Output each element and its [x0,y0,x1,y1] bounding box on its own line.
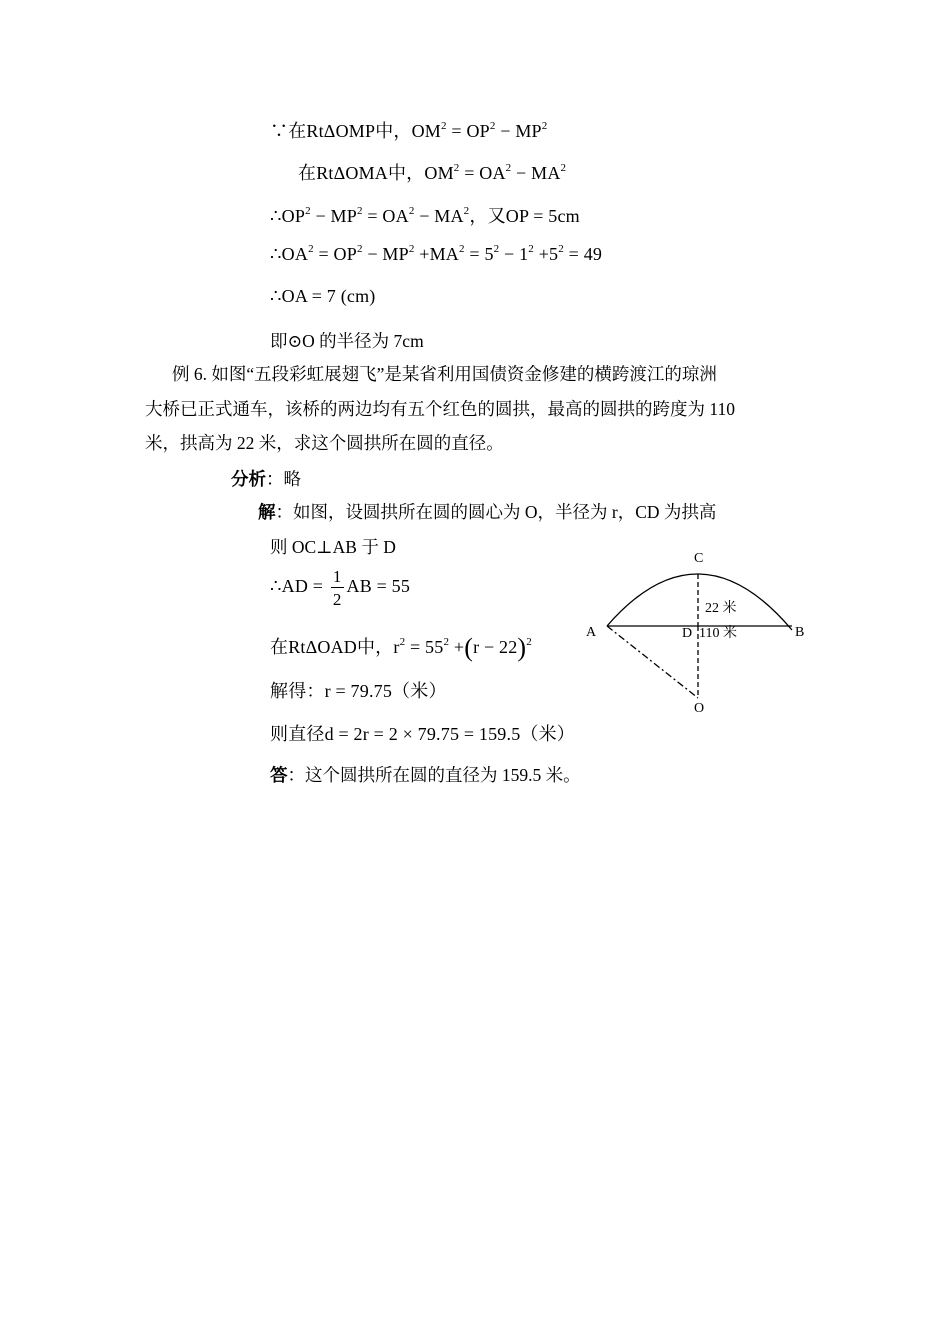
proof-conclusion: 即⊙O 的半径为 7cm [270,331,424,351]
fraction-one-half: $\frac{1}{2}$ [332,567,342,609]
solution-label: 解 [258,502,276,522]
example-line-1: 例 6. 如图“五段彩虹展翅飞”是某省利用国债资金修建的横跨渡江的琼洲 [172,364,717,384]
solution-line-1: 解：如图，设圆拱所在圆的圆心为 O，半径为 r，CD 为拱高 [258,502,717,522]
label-d: D [682,626,693,641]
analysis-line: 分析：略 [231,469,301,489]
solution-eq-ad: ∴AD = $\frac{1}{2}$ AB = 55 [270,567,411,609]
label-o: O [694,701,705,712]
analysis-label: 分析 [231,469,266,489]
proof-line-5: ∴OA = 7 (cm) [270,286,376,306]
proof-line-1: ∵在RtΔOMP中，$OM^2 = OP^2 - MP^2$ [270,120,548,141]
example-line-2: 大桥已正式通车，该桥的两边均有五个红色的圆拱，最高的圆拱的跨度为 110 [145,399,735,419]
arch-arc [607,574,792,630]
solution-eq-diameter: 则直径d = 2r = 2 × 79.75 = 159.5（米） [270,724,575,744]
proof-line-2: 在RtΔOMA中，$OM^2 = OA^2 - MA^2$ [298,162,567,183]
answer-line: 答：这个圆拱所在圆的直径为 159.5 米。 [270,765,581,785]
proof-line-4: $\therefore OA^2 = OP^2 - MP^2 +MA^2 = 5^2 - 1^2 +5^2 = 49$ [270,243,603,264]
label-a: A [586,625,597,640]
example-line-3: 米，拱高为 22 米，求这个圆拱所在圆的直径。 [145,433,504,453]
answer-label: 答 [270,765,288,785]
label-span: 110 米 [699,626,737,641]
solution-eq-pythagoras: 在RtΔOAD中，$r^2 = 55^2 +(r - 22)^2$ [270,633,532,662]
proof-line-3: $\therefore OP^2 - MP^2 = OA^2 - MA^2$，又OP = 5cm [270,205,580,226]
arch-diagram [580,548,810,712]
solution-line-2: 则 OC⊥AB 于 D [270,537,396,557]
label-height: 22 米 [705,601,737,616]
label-b: B [795,625,805,640]
solution-eq-solved: 解得：r = 79.75（米） [270,681,447,701]
label-c: C [694,551,704,566]
